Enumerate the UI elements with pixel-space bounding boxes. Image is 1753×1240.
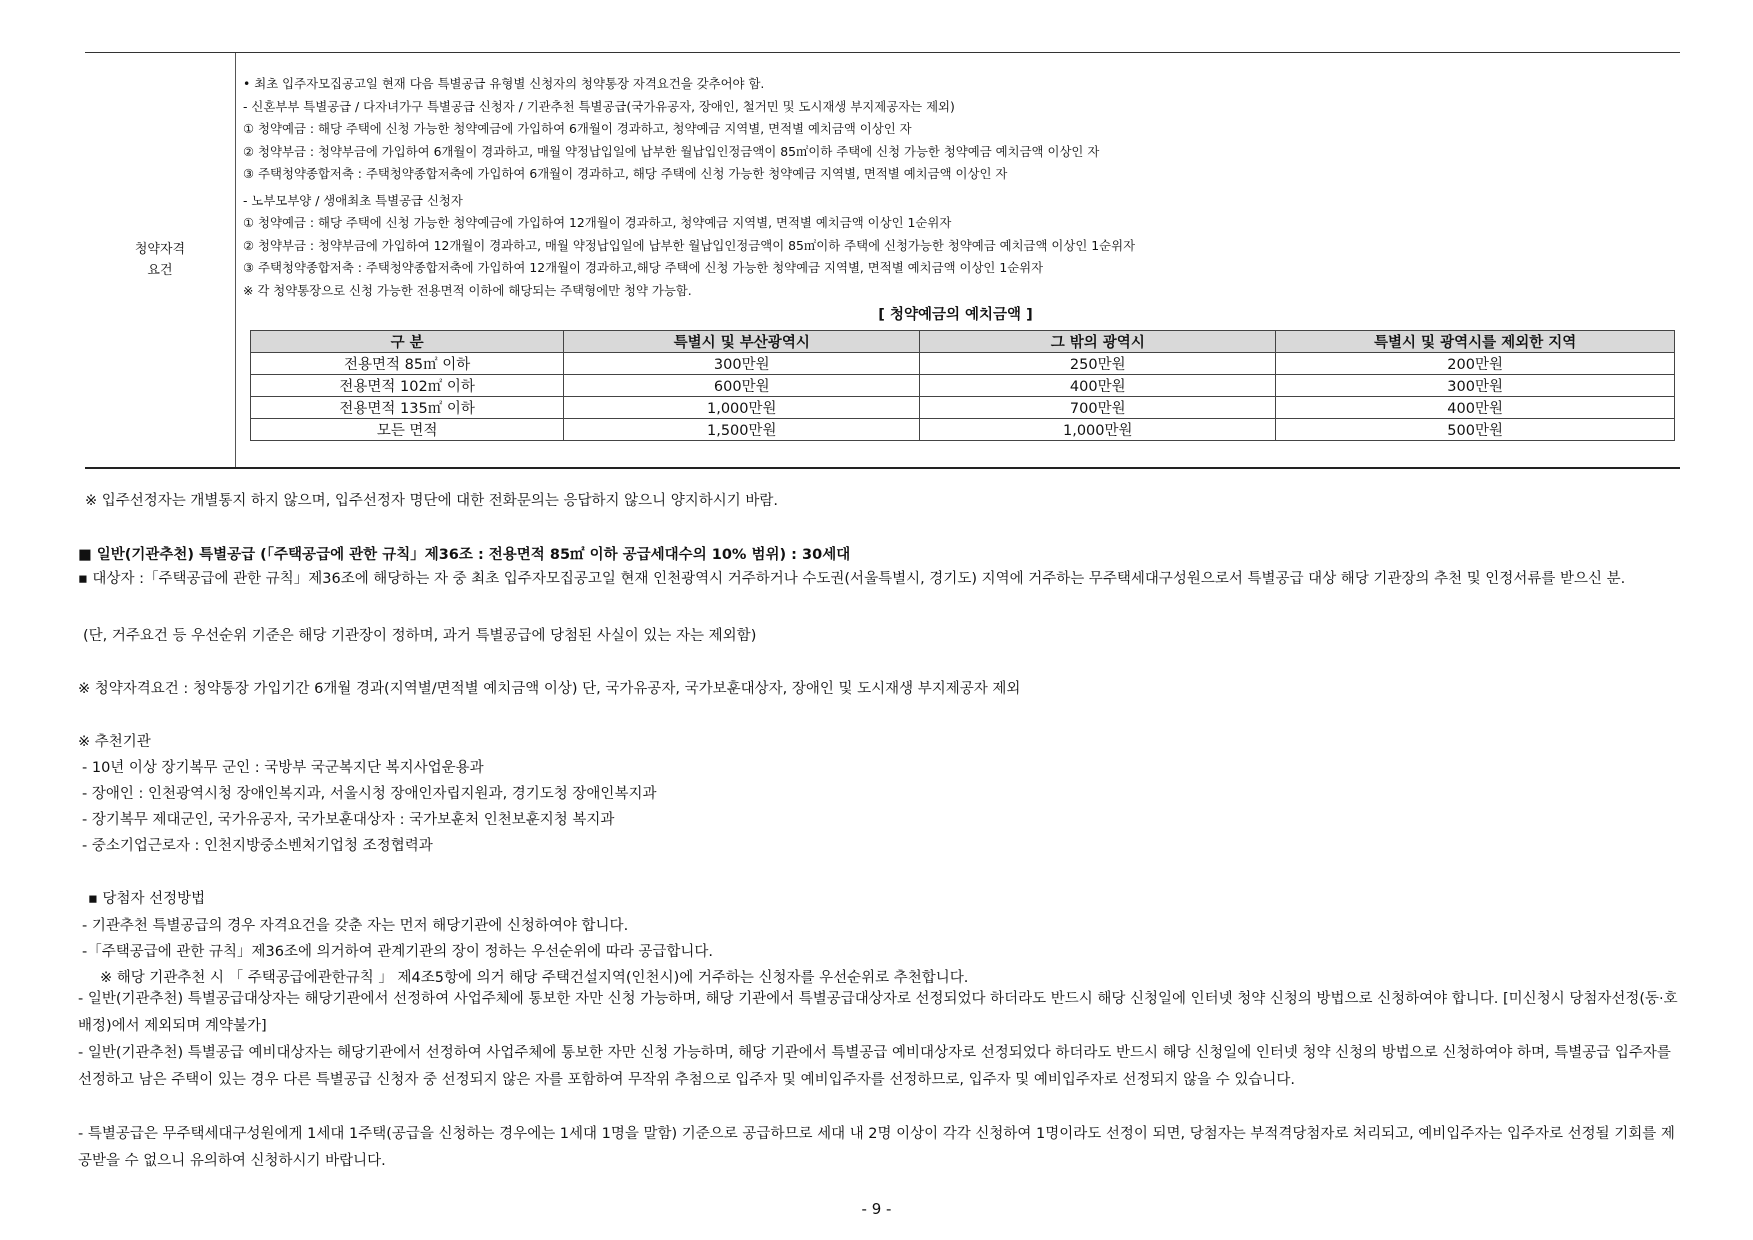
target-note: (단, 거주요건 등 우선순위 기준은 해당 기관장이 정하며, 과거 특별공급에 당첨된 사실이 있는 자는 제외함) [83, 628, 757, 644]
deposit-cell: 1,000만원 [564, 397, 920, 419]
selection-paragraph: ※ 해당 기관추천 시 「 주택공급에관한규칙 」 제4조5항에 의거 해당 주택건설지역(인천시)에 거주하는 신청자를 우선순위로 추천합니다. [100, 970, 969, 986]
requirement-line: ③ 주택청약종합저축 : 주택청약종합저축에 가입하여 6개월이 경과하고, 해당 주택에 신청 가능한 청약예금 지역별, 면적별 예치금액 이상인 자 [243, 166, 1008, 181]
deposit-cell: 700만원 [920, 397, 1276, 419]
requirement-line: ※ 각 청약통장으로 신청 가능한 전용면적 이하에 해당되는 주택형에만 청약 가능함. [243, 282, 692, 298]
deposit-cell: 모든 면적 [251, 419, 564, 441]
deposit-cell: 300만원 [1276, 375, 1675, 397]
deposit-table [250, 330, 1675, 441]
selection-paragraph: -「주택공급에 관한 규칙」제36조에 의거하여 관계기관의 장이 정하는 우선순위에 따라 공급합니다. [82, 944, 714, 960]
table-row [251, 375, 1675, 397]
deposit-cell: 400만원 [1276, 397, 1675, 419]
notice-text: ※ 입주선정자는 개별통지 하지 않으며, 입주선정자 명단에 대한 전화문의는 응답하지 않으니 양지하시기 바람. [85, 493, 778, 509]
deposit-cell: 400만원 [920, 375, 1276, 397]
deposit-header-cell: 그 밖의 광역시 [920, 331, 1276, 353]
requirement-line: ② 청약부금 : 청약부금에 가입하여 6개월이 경과하고, 매월 약정납입일에 납부한 월납입인정금액이 85㎡이하 주택에 신청 가능한 청약예금 예치금액 이상인 자 [243, 143, 1100, 159]
deposit-header-cell: 특별시 및 광역시를 제외한 지역 [1276, 331, 1675, 353]
eligibility-text: ※ 청약자격요건 : 청약통장 가입기간 6개월 경과(지역별/면적별 예치금액 이상) 단, 국가유공자, 국가보훈대상자, 장애인 및 도시재생 부지제공자 제외 [78, 681, 1021, 697]
list-item: - 장기복무 제대군인, 국가유공자, 국가보훈대상자 : 국가보훈처 인천보훈지청 복지과 [82, 812, 615, 828]
target-paragraph: ▪ 대상자 :「주택공급에 관한 규칙」제36조에 해당하는 자 중 최초 입주자모집공고일 현재 인천광역시 거주하거나 수도권(서울특별시, 경기도) 지역에 거주하는 무주택세대구성원으로서 특별공급 대상 해당 기관장의 추천 및 인정서류를 받으신 분. [78, 571, 1626, 587]
deposit-cell: 1,000만원 [920, 419, 1276, 441]
list-item: - 중소기업근로자 : 인천지방중소벤처기업청 조정협력과 [82, 838, 433, 854]
deposit-header-cell: 특별시 및 부산광역시 [564, 331, 920, 353]
selection-paragraph: - 일반(기관추천) 특별공급 예비대상자는 해당기관에서 선정하여 사업주체에 통보한 자만 신청 가능하며, 해당 기관에서 특별공급 예비대상자로 선정되었다 하더라도 반드시 해당 신청일에 인터넷 청약 신청의 방법으로 신청하여야 하며, 특별공급 입주자를 선정하고 남은 주택이 있는 경우 다른 특별공급 신청자 중 선정되지 않은 자를 포함하여 무작위 추첨으로 입주자 및 예비입주자를 선정하므로, 입주자 및 예비입주자로 선정되지 않을 수 있습니다. [78, 1045, 1671, 1088]
selection-paragraph: - 기관추천 특별공급의 경우 자격요건을 갖춘 자는 먼저 해당기관에 신청하여야 합니다. [82, 918, 629, 934]
deposit-cell: 전용면적 135㎡ 이하 [251, 397, 564, 419]
agencies-title: ※ 추천기관 [78, 734, 151, 750]
deposit-header-row [251, 331, 1675, 353]
requirement-line: ① 청약예금 : 해당 주택에 신청 가능한 청약예금에 가입하여 12개월이 경과하고, 청약예금 지역별, 면적별 예치금액 이상인 1순위자 [243, 215, 952, 230]
deposit-cell: 500만원 [1276, 419, 1675, 441]
section-heading: ■ 일반(기관추천) 특별공급 (「주택공급에 관한 규칙」제36조 : 전용면적 85㎡ 이하 공급세대수의 10% 범위) : 30세대 [78, 547, 851, 563]
deposit-table-title: [ 청약예금의 예치금액 ] [878, 307, 1033, 323]
requirements-label-line2: 요건 [147, 263, 173, 278]
list-item: - 장애인 : 인천광역시청 장애인복지과, 서울시청 장애인자립지원과, 경기도청 장애인복지과 [82, 786, 657, 802]
page-number: - 9 - [861, 1200, 892, 1218]
deposit-cell: 1,500만원 [564, 419, 920, 441]
deposit-cell: 전용면적 102㎡ 이하 [251, 375, 564, 397]
deposit-header-cell: 구 분 [251, 331, 564, 353]
requirement-line: ③ 주택청약종합저축 : 주택청약종합저축에 가입하여 12개월이 경과하고,해당 주택에 신청 가능한 청약예금 지역별, 면적별 예치금액 이상인 1순위자 [243, 260, 1044, 275]
table-row [251, 419, 1675, 441]
selection-paragraph: - 특별공급은 무주택세대구성원에게 1세대 1주택(공급을 신청하는 경우에는 1세대 1명을 말함) 기준으로 공급하므로 세대 내 2명 이상이 각각 신청하여 1명이라도 선정이 되면, 당첨자는 부적격당첨자로 처리되고, 예비입주자는 입주자로 선정될 기회를 제공받을 수 없으니 유의하여 신청하시기 바랍니다. [78, 1126, 1675, 1169]
list-item: - 10년 이상 장기복무 군인 : 국방부 국군복지단 복지사업운용과 [82, 760, 484, 776]
deposit-cell: 300만원 [564, 353, 920, 375]
deposit-cell: 200만원 [1276, 353, 1675, 375]
requirements-table [85, 52, 1680, 469]
selection-paragraph: - 일반(기관추천) 특별공급대상자는 해당기관에서 선정하여 사업주체에 통보한 자만 신청 가능하며, 해당 기관에서 특별공급대상자로 선정되었다 하더라도 반드시 해당 신청일에 인터넷 청약 신청의 방법으로 신청하여야 합니다. [미신청시 당첨자선정(동·호배정)에서 제외되며 계약불가] [78, 991, 1678, 1034]
deposit-cell: 250만원 [920, 353, 1276, 375]
table-row [251, 353, 1675, 375]
deposit-cell: 600만원 [564, 375, 920, 397]
requirement-line: • 최초 입주자모집공고일 현재 다음 특별공급 유형별 신청자의 청약통장 자격요건을 갖추어야 함. [243, 76, 765, 91]
requirement-line: - 신혼부부 특별공급 / 다자녀가구 특별공급 신청자 / 기관추천 특별공급(국가유공자, 장애인, 철거민 및 도시재생 부지제공자는 제외) [243, 98, 955, 114]
requirement-line: ① 청약예금 : 해당 주택에 신청 가능한 청약예금에 가입하여 6개월이 경과하고, 청약예금 지역별, 면적별 예치금액 이상인 자 [243, 121, 912, 136]
requirements-body [243, 73, 1673, 302]
requirements-label-cell [85, 53, 236, 467]
deposit-cell: 전용면적 85㎡ 이하 [251, 353, 564, 375]
requirement-line: ② 청약부금 : 청약부금에 가입하여 12개월이 경과하고, 매월 약정납입일에 납부한 월납입인정금액이 85㎡이하 주택에 신청가능한 청약예금 예치금액 이상인 1순위자 [243, 237, 1136, 253]
table-row [251, 397, 1675, 419]
requirements-label-line1: 청약자격 [134, 242, 186, 257]
requirement-line: - 노부모부양 / 생애최초 특별공급 신청자 [243, 192, 463, 208]
selection-title: ▪ 당첨자 선정방법 [88, 891, 206, 907]
